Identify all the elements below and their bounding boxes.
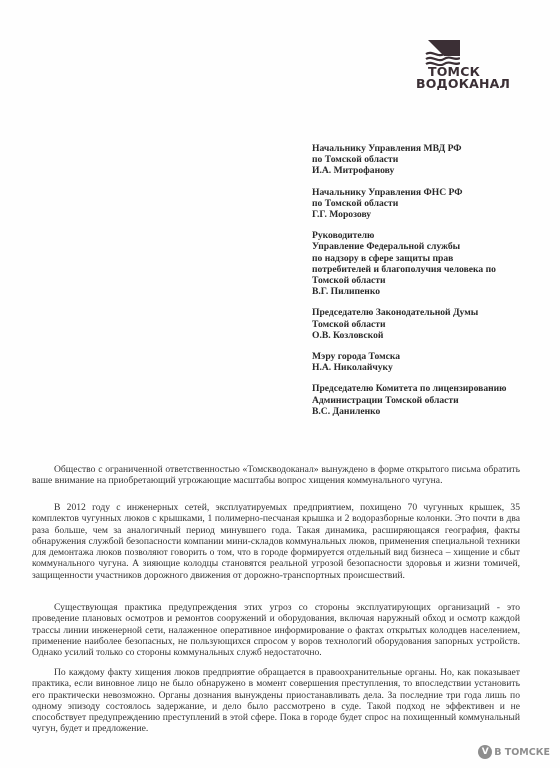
addressee-line: Начальнику Управления ФНС РФ — [312, 186, 463, 198]
paragraph-prevention: Существующая практика предупреждения этих угроз со стороны эксплуатирующих организаций - это проведение плановых осмотров и ремонтов сооружений и оборудования, включая наружный обход и осмотр каждой трассы линии инженерной сети, налаженное оперативное информирование о фактах открытых колодцев населением, применение наиболее безопасных, не пользующихся спросом у воров технологий оборудования запорных устройств. Однако усилий только со стороны коммунальных служб недостаточно. — [32, 602, 520, 659]
addressee-line: по надзору в сфере защиты прав — [312, 252, 454, 264]
addressee-line: В.С. Даниленко — [312, 405, 381, 417]
addressee-line: В.Г. Пилипенко — [312, 286, 381, 298]
paragraph-intro: Общество с ограниченной ответственностью «Томскводоканал» вынуждено в форме открытого письма обратить ваше внимание на приобретающий угрожающие масштабы вопрос хищения коммунального чугуна. — [32, 464, 520, 487]
logo-line-2: ВОДОКАНАЛ — [416, 76, 511, 91]
paragraph-statistics: В 2012 году с инженерных сетей, эксплуатируемых предприятием, похищено 70 чугунных крышек, 35 комплектов чугунных люков с крышками, 1 полимерно-песчаная крышка и 2 водоразборные колонки. Это почти в два раза больше, чем за аналогичный период минувшего года. Такая динамика, расширяющаяся география, факты обнаружения службой безопасности компании мини-складов коммунальных люков, применения специальной техники для демонтажа люков позволяют говорить о том, что в городе формируется отдельный вид бизнеса – хищение и сбыт коммунального чугуна. А зияющие колодцы становятся реальной угрозой безопасности здоровья и жизни томичей, защищенности участников дорожного движения от дорожно-транспортных происшествий. — [32, 502, 520, 581]
addressee-line: Н.А. Николайчуку — [312, 362, 393, 374]
watermark-logo-icon: V — [478, 745, 492, 759]
addressee-line: потребителей и благополучия человека по — [312, 263, 496, 275]
watermark-text: В ТОМСКЕ — [494, 746, 550, 758]
site-watermark — [478, 744, 550, 760]
paragraph-law-enforcement: По каждому факту хищения люков предприятие обращается в правоохранительные органы. Но, как показывает практика, если виновное лицо не было обнаружено в момент совершения преступления, то впоследствии установить его практически невозможно. Органы дознания вынуждены приостанавливать дела. За последние три года лишь по одному эпизоду состоялось задержание, и дело было рассмотрено в суде. Такой подход не эффективен и не способствует предупреждению преступлений в этой сфере. Пока в городе будет спрос на похищенный коммунальный чугун, будет и предложение. — [32, 667, 520, 735]
logo-line-1: ТОМСК — [428, 64, 480, 79]
addressee-line: Начальнику Управления МВД РФ — [312, 143, 462, 154]
letter-body — [32, 0, 536, 768]
addressee-line: Председателю Законодательной Думы — [312, 307, 479, 319]
addressee-line: И.А. Митрофанову — [312, 165, 395, 177]
addressee-line: по Томской области — [312, 197, 399, 209]
addressee-line: Томской области — [312, 318, 386, 330]
addressee-line: Руководителю — [312, 230, 375, 242]
addressee-line: Томской области — [312, 275, 386, 287]
addressee-line: Председателю Комитета по лицензированию — [312, 383, 507, 395]
addressee-line: по Томской области — [312, 154, 399, 166]
addressee-line: О.В. Козловской — [312, 329, 384, 341]
addressee-line: Г.Г. Морозову — [312, 209, 372, 221]
addressee-line: Администрации Томской области — [312, 394, 459, 406]
addressee-line: Управление Федеральной службы — [312, 241, 461, 253]
addressee-line: Мэру города Томска — [312, 351, 401, 363]
